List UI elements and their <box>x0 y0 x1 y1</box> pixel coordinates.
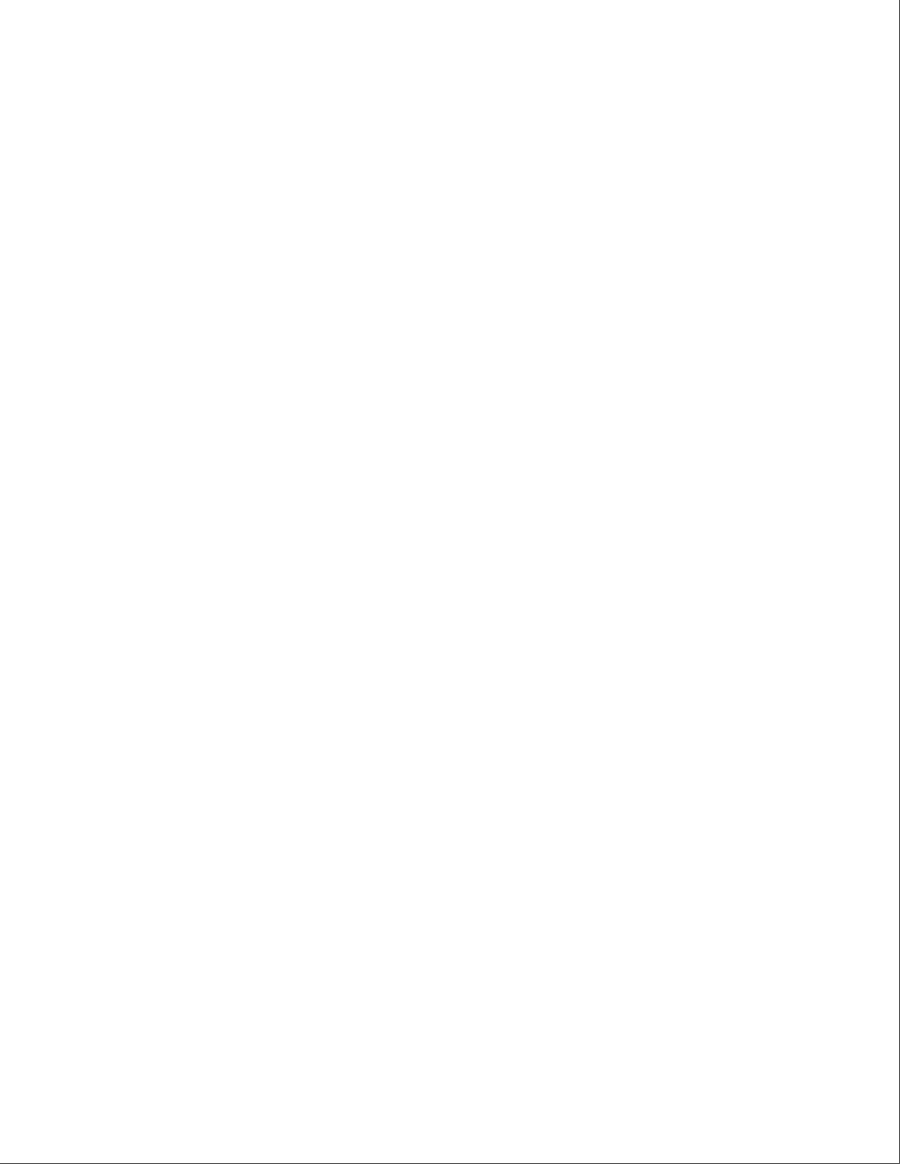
page-number <box>864 558 884 578</box>
score-label <box>20 1030 40 1090</box>
piece-title <box>18 520 38 620</box>
